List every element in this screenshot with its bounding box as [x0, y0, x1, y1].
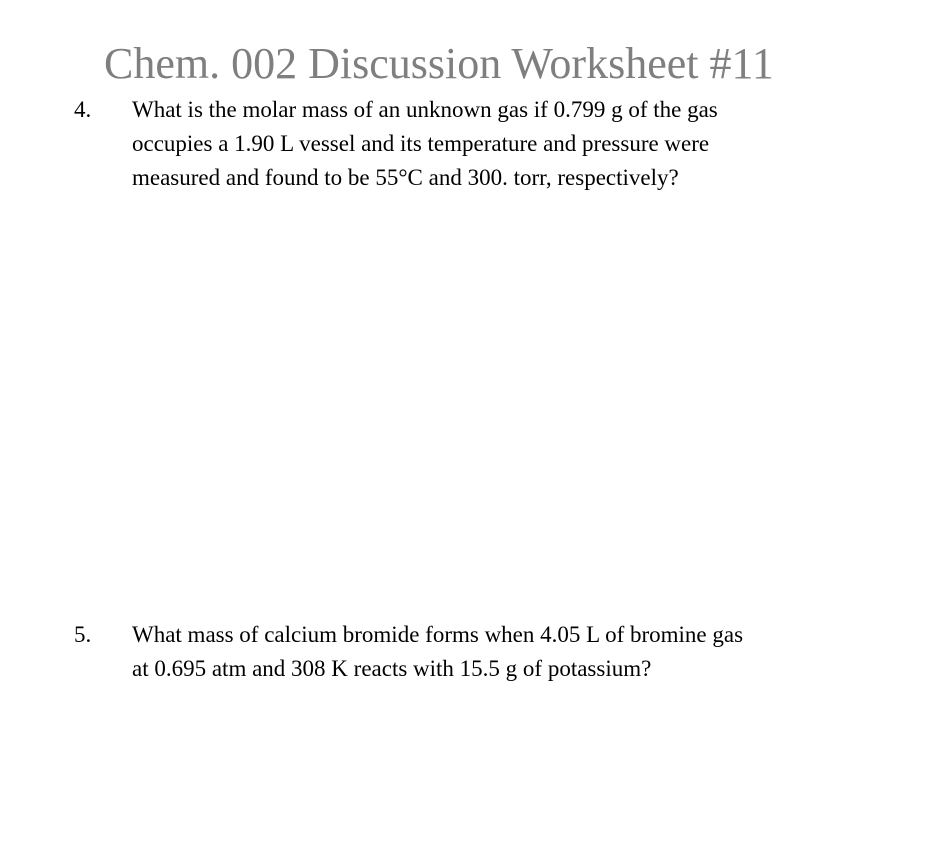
question-line: measured and found to be 55°C and 300. torr, respectively? — [132, 165, 679, 190]
question-line: What mass of calcium bromide forms when 4.05 L of bromine gas — [132, 622, 744, 647]
question-line: What is the molar mass of an unknown gas if 0.799 g of the gas — [132, 97, 718, 122]
question-line: occupies a 1.90 L vessel and its temperature and pressure were — [132, 131, 710, 156]
question-text — [132, 93, 832, 195]
question-number: 5. — [74, 622, 92, 647]
question-line: at 0.695 atm and 308 K reacts with 15.5 g of potassium? — [132, 656, 652, 681]
question-number: 4. — [74, 97, 92, 122]
question-text — [132, 618, 832, 686]
page-title: Chem. 002 Discussion Worksheet #11 — [104, 39, 774, 88]
